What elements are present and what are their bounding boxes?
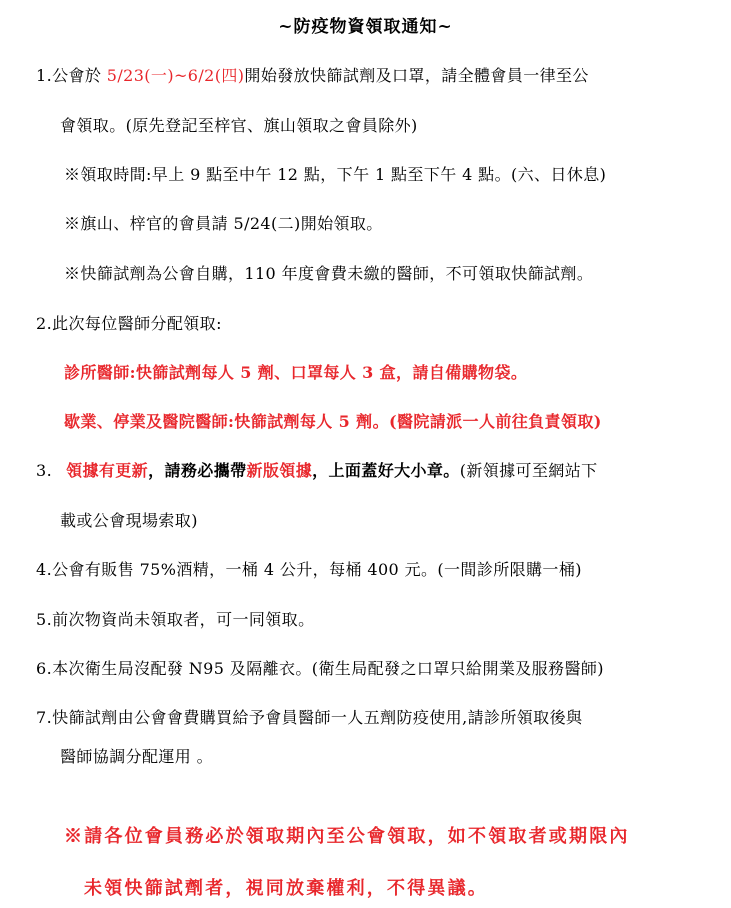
item-text: 公會有販售 75%酒精，一桶 4 公升，每桶 400 元。(一間診所限購一桶) [52, 560, 582, 579]
item-number: 7. [36, 708, 53, 727]
hospital-allocation: 歇業、停業及醫院醫師:快篩試劑每人 5 劑。(醫院請派一人前往負責領取) [64, 412, 602, 431]
item-4 [36, 560, 582, 580]
fee-requirement-note: ※快篩試劑為公會自購，110 年度會費未繳的醫師，不可領取快篩試劑。 [64, 264, 594, 283]
item-1-continuation: 會領取。(原先登記至梓官、旗山領取之會員除外) [60, 116, 418, 135]
item-number: 1. [36, 66, 53, 85]
item-7 [36, 708, 582, 728]
distribution-dates: 5/23(一)~6/2(四) [106, 66, 245, 85]
branch-pickup-note: ※旗山、梓官的會員請 5/24(二)開始領取。 [64, 214, 383, 233]
clinic-allocation: 診所醫師:快篩試劑每人 5 劑、口罩每人 3 盒，請自備購物袋。 [64, 363, 528, 382]
item-5 [36, 610, 314, 630]
notice-title: ~防疫物資領取通知~ [278, 17, 453, 37]
item-number: 3. [36, 461, 53, 480]
closing-note-line-2: 未領快篩試劑者，視同放棄權利，不得異議。 [84, 878, 488, 899]
item-number: 2. [36, 314, 53, 333]
item-number: 5. [36, 610, 53, 629]
item-6 [36, 659, 604, 679]
item-3 [36, 461, 598, 481]
item-text: 開始發放快篩試劑及口罩，請全體會員一律至公 [244, 66, 589, 85]
item-number: 6. [36, 659, 53, 678]
item-text: (新領據可至網站下 [459, 461, 598, 480]
item-text: ，上面蓋好大小章。 [312, 461, 460, 480]
item-3-continuation: 載或公會現場索取) [60, 511, 198, 530]
new-receipt: 新版領據 [246, 461, 313, 480]
receipt-updated: 領據有更新 [66, 461, 149, 480]
item-text: 本次衛生局沒配發 N95 及隔離衣。(衛生局配發之口罩只給開業及服務醫師) [52, 659, 604, 678]
closing-note-line-1: ※請各位會員務必於領取期內至公會領取，如不領取者或期限內 [64, 826, 630, 847]
item-number: 4. [36, 560, 53, 579]
pickup-hours-note: ※領取時間:早上 9 點至中午 12 點，下午 1 點至下午 4 點。(六、日休息) [64, 165, 607, 184]
item-text: 此次每位醫師分配領取: [52, 314, 222, 333]
item-text: ，請務必攜帶 [148, 461, 247, 480]
item-1 [36, 66, 589, 86]
item-text: 前次物資尚未領取者，可一同領取。 [52, 610, 315, 629]
item-2 [36, 314, 222, 334]
item-text: 公會於 [52, 66, 107, 85]
item-text: 快篩試劑由公會會費購買給予會員醫師一人五劑防疫使用,請診所領取後與 [52, 708, 583, 727]
item-7-continuation: 醫師協調分配運用 。 [60, 747, 214, 766]
